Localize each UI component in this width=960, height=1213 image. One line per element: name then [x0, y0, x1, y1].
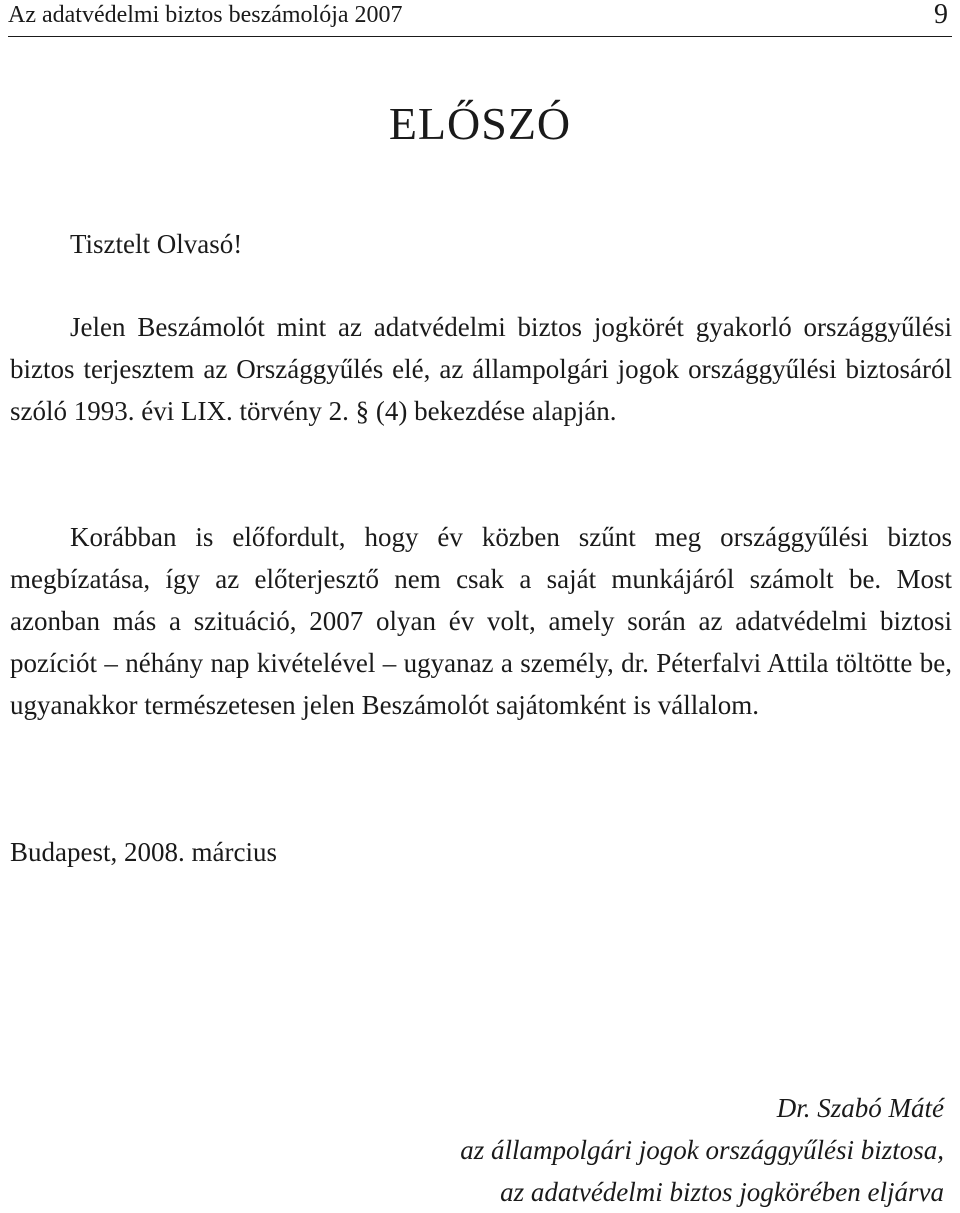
- dateline: Budapest, 2008. március: [10, 837, 277, 867]
- signature-name: Dr. Szabó Máté: [776, 1093, 944, 1123]
- signature-role-line-2: az adatvédelmi biztos jogkörében eljárva: [500, 1177, 944, 1207]
- paragraph-2: Korábban is előfordult, hogy év közben szűnt meg országgyűlési biztos megbízatása, így az előterjesztő nem csak a saját munkájáról számolt be. Most azonban más a szituáció, 2007 olyan év volt, amely során az adatvédelmi biztosi pozíciót – néhány nap kivételével – ugyanaz a személy, dr. Péterfalvi Attila töltötte be, ugyanakkor természetesen jelen Beszámolót sajátomként is vállalom.: [10, 522, 952, 720]
- page-title: ELŐSZÓ: [388, 98, 572, 149]
- paragraph-1: Jelen Beszámolót mint az adatvédelmi biztos jogkörét gyakorló országgyűlési biztos terjesztem az Országgyűlés elé, az állampolgári jogok országgyűlési biztosáról szóló 1993. évi LIX. törvény 2. § (4) bekezdése alapján.: [10, 312, 952, 426]
- running-head: [8, 0, 952, 37]
- signature-block: [460, 1087, 944, 1213]
- running-head-title: Az adatvédelmi biztos beszámolója 2007: [8, 2, 403, 28]
- page-number: 9: [934, 0, 948, 30]
- salutation: Tisztelt Olvasó!: [70, 229, 243, 259]
- signature-role-line-1: az állampolgári jogok országgyűlési biztosa,: [460, 1135, 944, 1165]
